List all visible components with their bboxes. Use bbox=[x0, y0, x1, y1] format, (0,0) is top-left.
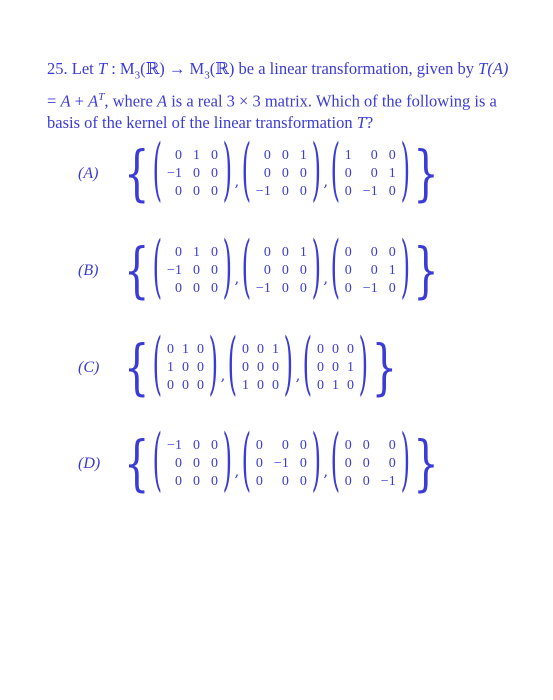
matrix-entry: 0 bbox=[388, 184, 396, 199]
matrix-entry: 1 bbox=[331, 378, 339, 393]
superscript-T: T bbox=[98, 90, 105, 103]
comma: , bbox=[234, 269, 240, 287]
right-brace: } bbox=[371, 333, 398, 403]
matrix-entry: 0 bbox=[192, 263, 200, 278]
matrix-grid bbox=[167, 148, 218, 200]
matrix-entry: 0 bbox=[192, 281, 200, 296]
matrix-entry: 1 bbox=[346, 360, 354, 375]
matrix-entry: 0 bbox=[174, 474, 182, 489]
right-brace: } bbox=[413, 236, 439, 306]
matrix-entry: 0 bbox=[370, 263, 378, 278]
matrix-entry: 0 bbox=[197, 342, 205, 357]
matrix-entry: 1 bbox=[299, 245, 307, 260]
matrix bbox=[153, 133, 232, 212]
matrix-entry: 0 bbox=[281, 263, 289, 278]
matrix-entry: 0 bbox=[316, 360, 324, 375]
matrix-grid bbox=[256, 438, 307, 490]
matrix-entry: 0 bbox=[388, 281, 396, 296]
matrix-entry: 0 bbox=[370, 166, 378, 181]
matrix-entry: 0 bbox=[362, 438, 370, 453]
matrix-entry: 0 bbox=[281, 281, 289, 296]
option-label: (C) bbox=[78, 359, 100, 376]
matrix-entry: 0 bbox=[299, 166, 307, 181]
right-paren: ) bbox=[283, 327, 294, 406]
left-paren: ( bbox=[241, 423, 252, 502]
matrix-entry: 0 bbox=[255, 474, 263, 489]
matrix-entry: 0 bbox=[388, 148, 396, 163]
comma: , bbox=[234, 462, 240, 480]
right-paren: ) bbox=[400, 423, 410, 502]
comma: , bbox=[323, 269, 329, 287]
matrix-grid bbox=[242, 342, 279, 394]
matrix-entry: 1 bbox=[182, 342, 190, 357]
matrix bbox=[153, 327, 219, 406]
matrix-entry: 0 bbox=[174, 245, 182, 260]
matrix-entry: 0 bbox=[299, 438, 307, 453]
matrix-entry: 0 bbox=[344, 166, 352, 181]
matrix-entry: 1 bbox=[388, 263, 396, 278]
right-paren: ) bbox=[358, 327, 369, 406]
matrix-entry: 0 bbox=[370, 148, 378, 163]
matrix-entry: 0 bbox=[299, 456, 307, 471]
matrix-entry: 0 bbox=[388, 245, 396, 260]
right-paren: ) bbox=[400, 133, 410, 212]
matrix-entry: 0 bbox=[299, 263, 307, 278]
matrix-entry: 0 bbox=[192, 474, 200, 489]
option-label: (D) bbox=[78, 455, 101, 472]
matrix-entry: 0 bbox=[210, 281, 218, 296]
option-c[interactable] bbox=[78, 327, 398, 406]
symbol-A: (A) bbox=[487, 59, 509, 78]
question-fragment: , where bbox=[104, 91, 157, 111]
comma: , bbox=[220, 366, 226, 384]
matrix-entry: 0 bbox=[192, 456, 200, 471]
matrix-entry: 0 bbox=[281, 184, 289, 199]
comma: , bbox=[323, 462, 329, 480]
comma: , bbox=[323, 172, 329, 190]
matrix-entry: 0 bbox=[299, 184, 307, 199]
matrix-entry: 0 bbox=[344, 281, 352, 296]
matrix-entry: 0 bbox=[299, 281, 307, 296]
matrix-entry: 0 bbox=[316, 378, 324, 393]
matrix-entry: 1 bbox=[272, 342, 280, 357]
symbol-T: T bbox=[356, 112, 366, 132]
right-brace: } bbox=[413, 139, 439, 209]
matrix-entry: 1 bbox=[192, 245, 200, 260]
matrix bbox=[302, 327, 369, 406]
matrix-entry: 0 bbox=[197, 360, 205, 375]
matrix-entry: 0 bbox=[192, 166, 200, 181]
matrix-entry: 0 bbox=[174, 148, 182, 163]
question-number: 25. bbox=[47, 59, 68, 78]
left-brace: { bbox=[124, 333, 150, 403]
symbol-A: A bbox=[60, 91, 71, 111]
matrix-entry: 1 bbox=[388, 166, 396, 181]
matrix-entry: 1 bbox=[242, 378, 250, 393]
left-paren: ( bbox=[330, 133, 341, 212]
matrix-entry: 0 bbox=[210, 148, 218, 163]
matrix-entry: 0 bbox=[174, 184, 182, 199]
symbol-T: T bbox=[97, 59, 108, 78]
matrix-entry: 0 bbox=[174, 281, 182, 296]
question-fragment: = bbox=[47, 91, 61, 111]
matrix-entry: 1 bbox=[299, 148, 307, 163]
matrix-entry: 0 bbox=[210, 456, 218, 471]
matrix-entry: 0 bbox=[344, 456, 352, 471]
matrix-entry: 0 bbox=[210, 184, 218, 199]
matrix-entry: −1 bbox=[255, 184, 271, 199]
left-brace: { bbox=[124, 429, 150, 499]
matrix-grid bbox=[167, 342, 204, 394]
subscript: 3 bbox=[134, 69, 141, 82]
left-paren: ( bbox=[330, 230, 341, 309]
matrix-entry: 0 bbox=[167, 378, 175, 393]
matrix-grid bbox=[256, 245, 307, 297]
matrix-entry: 0 bbox=[263, 263, 271, 278]
right-paren: ) bbox=[222, 230, 232, 309]
matrix bbox=[227, 327, 294, 406]
matrix-entry: −1 bbox=[167, 263, 182, 278]
matrix-entry: 0 bbox=[344, 438, 352, 453]
matrix-entry: 0 bbox=[210, 166, 218, 181]
matrix-entry: 0 bbox=[388, 438, 396, 453]
matrix bbox=[330, 423, 410, 502]
matrix-entry: 0 bbox=[255, 438, 263, 453]
matrix-entry: 0 bbox=[167, 342, 175, 357]
matrix-grid bbox=[345, 245, 396, 297]
matrix-entry: 0 bbox=[281, 166, 289, 181]
matrix-entry: 0 bbox=[210, 438, 218, 453]
left-paren: ( bbox=[153, 133, 163, 212]
matrix-entry: 0 bbox=[263, 148, 271, 163]
matrix-entry: 0 bbox=[346, 378, 354, 393]
matrix bbox=[330, 230, 410, 309]
right-brace: } bbox=[413, 429, 439, 499]
question-fragment: is a real 3 × 3 matrix. Which of the following is a basis of the kernel of the linear transformation bbox=[47, 91, 497, 132]
symbol-A: A bbox=[88, 91, 99, 111]
left-paren: ( bbox=[241, 230, 252, 309]
matrix-entry: 0 bbox=[370, 245, 378, 260]
right-paren: ) bbox=[208, 327, 219, 406]
right-paren: ) bbox=[311, 423, 321, 502]
matrix-entry: −1 bbox=[167, 166, 182, 181]
matrix-entry: 0 bbox=[182, 378, 190, 393]
matrix-grid bbox=[256, 148, 307, 200]
matrix-entry: 1 bbox=[192, 148, 200, 163]
matrix-entry: 1 bbox=[344, 148, 352, 163]
matrix-entry: 0 bbox=[344, 263, 352, 278]
left-paren: ( bbox=[153, 230, 163, 309]
matrix-entry: 0 bbox=[182, 360, 190, 375]
matrix-entry: −1 bbox=[380, 474, 396, 489]
matrix-entry: 0 bbox=[281, 474, 289, 489]
matrix-entry: 0 bbox=[263, 166, 271, 181]
matrix-entry: 0 bbox=[344, 184, 352, 199]
matrix-entry: 0 bbox=[388, 456, 396, 471]
matrix-entry: 0 bbox=[281, 245, 289, 260]
matrix-grid bbox=[167, 245, 218, 297]
right-paren: ) bbox=[311, 230, 321, 309]
matrix-entry: 0 bbox=[362, 474, 370, 489]
matrix-entry: 0 bbox=[257, 342, 265, 357]
question-fragment: Let bbox=[71, 59, 98, 78]
question-text bbox=[47, 58, 517, 133]
comma: , bbox=[234, 172, 240, 190]
matrix-entry: 0 bbox=[210, 474, 218, 489]
right-paren: ) bbox=[400, 230, 410, 309]
question-fragment: (ℝ) → M bbox=[140, 59, 205, 78]
matrix-grid bbox=[167, 438, 218, 490]
option-label: (B) bbox=[78, 262, 99, 279]
matrix-entry: 0 bbox=[192, 438, 200, 453]
matrix-entry: 0 bbox=[344, 245, 352, 260]
left-brace: { bbox=[124, 139, 150, 209]
matrix-entry: −1 bbox=[255, 281, 271, 296]
matrix-entry: 0 bbox=[263, 245, 271, 260]
matrix-entry: 0 bbox=[242, 360, 250, 375]
matrix-entry: 0 bbox=[316, 342, 324, 357]
right-paren: ) bbox=[222, 423, 232, 502]
left-paren: ( bbox=[241, 133, 252, 212]
comma: , bbox=[295, 366, 301, 384]
matrix bbox=[241, 133, 321, 212]
question-fragment: : M bbox=[107, 59, 135, 78]
matrix-entry: 0 bbox=[281, 438, 289, 453]
matrix-entry: 0 bbox=[331, 342, 339, 357]
left-paren: ( bbox=[153, 327, 163, 406]
matrix-grid bbox=[345, 438, 396, 490]
matrix bbox=[153, 423, 232, 502]
left-paren: ( bbox=[153, 423, 163, 502]
matrix-entry: −1 bbox=[362, 184, 378, 199]
matrix-entry: 0 bbox=[257, 360, 265, 375]
matrix bbox=[330, 133, 410, 212]
matrix-entry: 0 bbox=[281, 148, 289, 163]
matrix-entry: 0 bbox=[299, 474, 307, 489]
matrix-entry: 0 bbox=[272, 378, 280, 393]
right-paren: ) bbox=[311, 133, 321, 212]
question-fragment: ? bbox=[365, 112, 374, 132]
matrix-entry: −1 bbox=[362, 281, 378, 296]
option-d[interactable] bbox=[78, 423, 439, 502]
matrix-entry: 0 bbox=[192, 184, 200, 199]
option-label: (A) bbox=[78, 165, 99, 182]
matrix-entry: −1 bbox=[273, 456, 289, 471]
left-paren: ( bbox=[302, 327, 313, 406]
matrix-entry: 0 bbox=[362, 456, 370, 471]
matrix-entry: 0 bbox=[242, 342, 250, 357]
question-fragment: (ℝ) be a linear transformation, given by bbox=[209, 59, 479, 78]
matrix-entry: 0 bbox=[346, 342, 354, 357]
matrix-entry: 0 bbox=[210, 245, 218, 260]
matrix-entry: 1 bbox=[167, 360, 175, 375]
matrix-entry: 0 bbox=[272, 360, 280, 375]
matrix-entry: 0 bbox=[197, 378, 205, 393]
matrix bbox=[241, 423, 321, 502]
matrix-entry: −1 bbox=[167, 438, 182, 453]
matrix-entry: 0 bbox=[255, 456, 263, 471]
left-paren: ( bbox=[330, 423, 341, 502]
matrix bbox=[153, 230, 232, 309]
option-b[interactable] bbox=[78, 230, 439, 309]
matrix-entry: 0 bbox=[344, 474, 352, 489]
symbol-T: T bbox=[478, 59, 488, 78]
right-paren: ) bbox=[222, 133, 232, 212]
matrix bbox=[241, 230, 321, 309]
option-a[interactable] bbox=[78, 133, 439, 212]
question-fragment: + bbox=[70, 91, 89, 111]
matrix-entry: 0 bbox=[257, 378, 265, 393]
left-paren: ( bbox=[227, 327, 238, 406]
matrix-entry: 0 bbox=[210, 263, 218, 278]
matrix-grid bbox=[317, 342, 354, 394]
matrix-entry: 0 bbox=[331, 360, 339, 375]
symbol-A: A bbox=[157, 91, 168, 111]
matrix-grid bbox=[345, 148, 396, 200]
left-brace: { bbox=[124, 236, 150, 306]
subscript: 3 bbox=[204, 69, 210, 82]
matrix-entry: 0 bbox=[174, 456, 182, 471]
